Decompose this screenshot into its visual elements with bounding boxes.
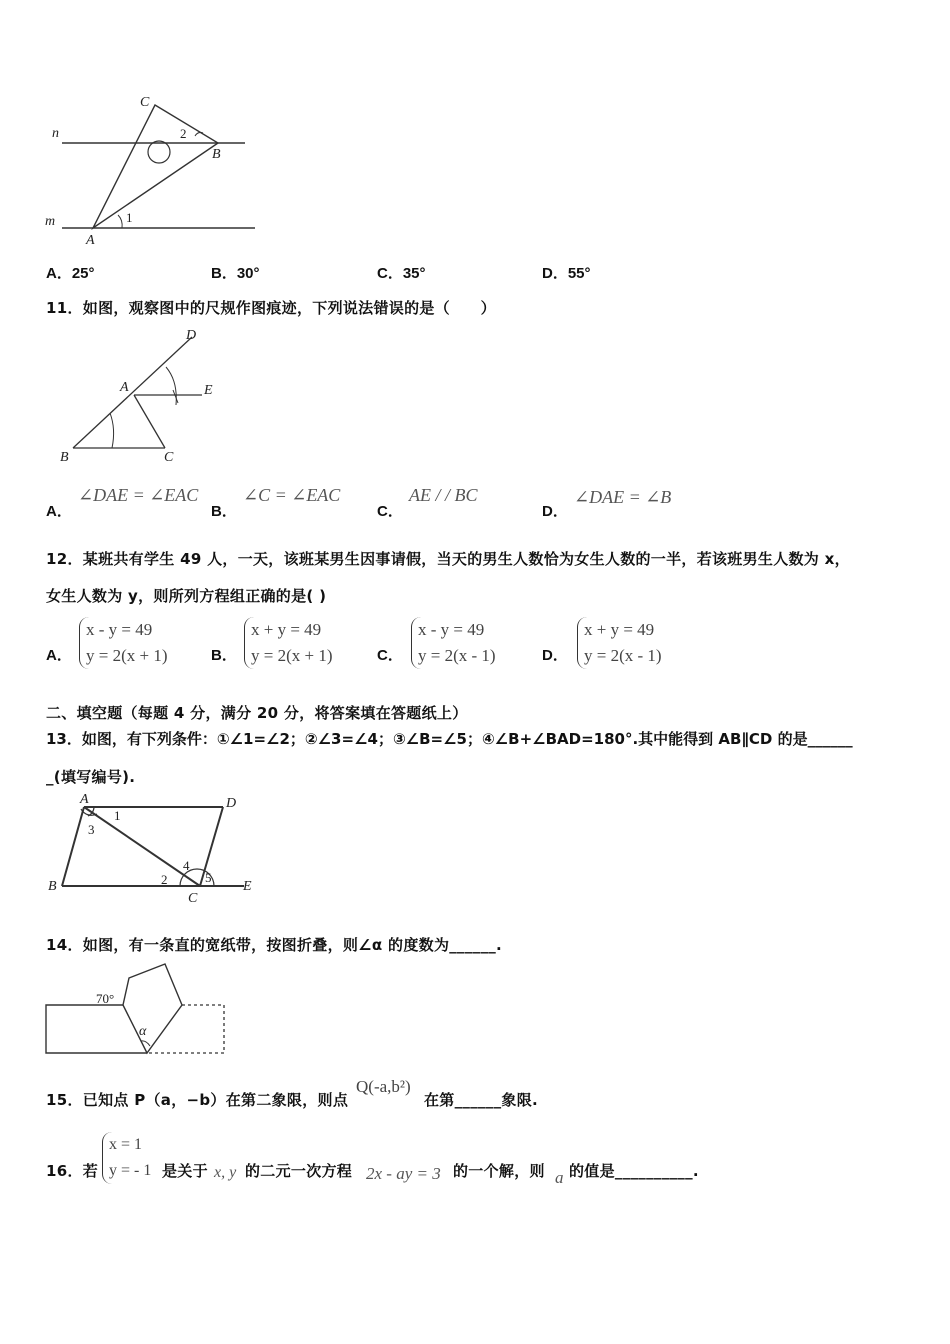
q11-option-c-letter[interactable]: C． (377, 503, 403, 520)
q10-label-m: m (45, 214, 56, 229)
equation-1: x = 1 (109, 1136, 143, 1153)
question-text: 某班共有学生 49 人，一天，该班某男生因事请假，当天的男生人数恰为女生人数的一半，若该班男生人数为 x， (82, 550, 850, 568)
question-number: 16． (46, 1162, 83, 1180)
q11-option-b-math: ∠C = ∠EAC (243, 485, 341, 505)
question-text: 如图，观察图中的尺规作图痕迹，下列说法错误的是（ ） (82, 299, 496, 317)
q14-label-alpha: α (139, 1024, 147, 1039)
option-letter: A． (46, 265, 72, 282)
option-value: 35° (402, 265, 426, 282)
q13-label-d: D (226, 796, 237, 811)
option-value: 55° (567, 265, 591, 282)
q16-text-c: 的一个解，则 (453, 1162, 545, 1180)
q11-label-a: A (120, 380, 129, 395)
q10-option-a[interactable] (46, 262, 95, 283)
q12-option-b-letter[interactable]: B． (211, 647, 237, 664)
q11-stem (46, 297, 496, 318)
q13-label-e: E (243, 879, 252, 894)
q16-text-b: 的二元一次方程 (245, 1162, 353, 1180)
q13-label-b: B (48, 879, 57, 894)
q13-label-c: C (188, 891, 198, 905)
q11-option-d-math: ∠DAE = ∠B (574, 487, 672, 507)
question-number: 12． (46, 550, 83, 568)
q16-text-d: 的值是__________. (569, 1162, 699, 1180)
q13-stem-line1 (46, 728, 853, 749)
question-number: 11． (46, 299, 83, 317)
q12-option-a-system (79, 617, 168, 669)
q12-option-c-letter[interactable]: C． (377, 647, 403, 664)
q11-label-e: E (204, 383, 213, 398)
section-heading: 二、填空题（每题 4 分，满分 20 分，将答案填在答题纸上） (46, 704, 468, 722)
equation-2: y = 2(x - 1) (418, 646, 496, 665)
q12-option-b-system (244, 617, 333, 669)
option-letter: C． (377, 265, 403, 282)
equation-2: y = 2(x + 1) (251, 646, 333, 665)
q10-label-n: n (52, 126, 59, 141)
q11-label-c: C (164, 450, 174, 465)
question-number: 14． (46, 936, 83, 954)
q10-label-2: 2 (180, 126, 187, 141)
q16-text-a: 是关于 (162, 1162, 208, 1180)
q10-figure (40, 92, 260, 252)
q16-equation: 2x - ay = 3 (366, 1164, 441, 1183)
option-value: 30° (236, 265, 260, 282)
question-number: 13． (46, 730, 82, 748)
equation-2: y = - 1 (109, 1162, 152, 1179)
equation-2: y = 2(x - 1) (584, 646, 662, 665)
q13-stem-line2: _(填写编号). (46, 768, 136, 786)
q12-option-d-system (577, 617, 662, 669)
q12-option-a-letter[interactable]: A． (46, 647, 72, 664)
equation-1: x - y = 49 (86, 620, 153, 639)
q15-stem-b: 在第______象限. (424, 1091, 538, 1109)
q14-figure (40, 958, 240, 1063)
q11-figure (50, 325, 230, 465)
question-text: 已知点 P（a，−b）在第二象限，则点 (82, 1091, 349, 1109)
q16-var-a: a (555, 1168, 564, 1187)
q15-stem-a (46, 1089, 348, 1110)
q12-option-d-letter[interactable]: D． (542, 647, 568, 664)
q16-stem-prefix (46, 1160, 98, 1181)
option-letter: B． (211, 265, 237, 282)
equation-1: x + y = 49 (584, 620, 655, 639)
q11-label-b: B (60, 450, 69, 465)
q11-option-a-math: ∠DAE = ∠EAC (78, 485, 199, 505)
q11-option-b-letter[interactable]: B． (211, 503, 237, 520)
q10-option-d[interactable] (542, 262, 591, 283)
q10-label-c: C (140, 95, 150, 110)
q13-label-a: A (80, 792, 89, 807)
q11-option-c-math: AE / / BC (409, 485, 478, 505)
q10-label-1: 1 (126, 210, 133, 225)
q13-label-1: 1 (114, 808, 121, 823)
q13-figure (44, 790, 264, 905)
q11-option-a-letter[interactable]: A． (46, 503, 72, 520)
q10-option-b[interactable] (211, 262, 260, 283)
q12-stem-line1 (46, 548, 850, 569)
equation-1: x + y = 49 (251, 620, 322, 639)
q10-option-c[interactable] (377, 262, 426, 283)
q14-label-70: 70° (96, 991, 115, 1006)
q11-label-d: D (186, 328, 197, 343)
q16-solution-system (102, 1132, 151, 1184)
option-value: 25° (71, 265, 95, 282)
q11-option-d-letter[interactable]: D． (542, 503, 568, 520)
q13-label-2: 2 (161, 872, 168, 887)
q13-label-3: 3 (88, 822, 95, 837)
q14-stem (46, 934, 502, 955)
q13-label-4: 4 (183, 858, 190, 873)
q12-option-c-system (411, 617, 496, 669)
q10-label-b: B (212, 147, 221, 162)
q15-point-q: Q(-a,b²) (356, 1077, 411, 1096)
option-letter: D． (542, 265, 568, 282)
equation-1: x - y = 49 (418, 620, 485, 639)
question-text: 如图，有下列条件：①∠1=∠2；②∠3=∠4；③∠B=∠5；④∠B+∠BAD=180°.其中能得到 AB∥CD 的是______ (81, 730, 853, 748)
q10-label-a: A (86, 233, 95, 248)
question-text: 如图，有一条直的宽纸带，按图折叠，则∠α 的度数为______. (82, 936, 503, 954)
equation-2: y = 2(x + 1) (86, 646, 168, 665)
question-number: 15． (46, 1091, 83, 1109)
q13-label-5: 5 (205, 870, 212, 885)
q12-stem-line2: 女生人数为 y，则所列方程组正确的是( ) (46, 587, 327, 605)
question-text: 若 (82, 1162, 99, 1180)
q16-vars: x, y (214, 1164, 237, 1181)
